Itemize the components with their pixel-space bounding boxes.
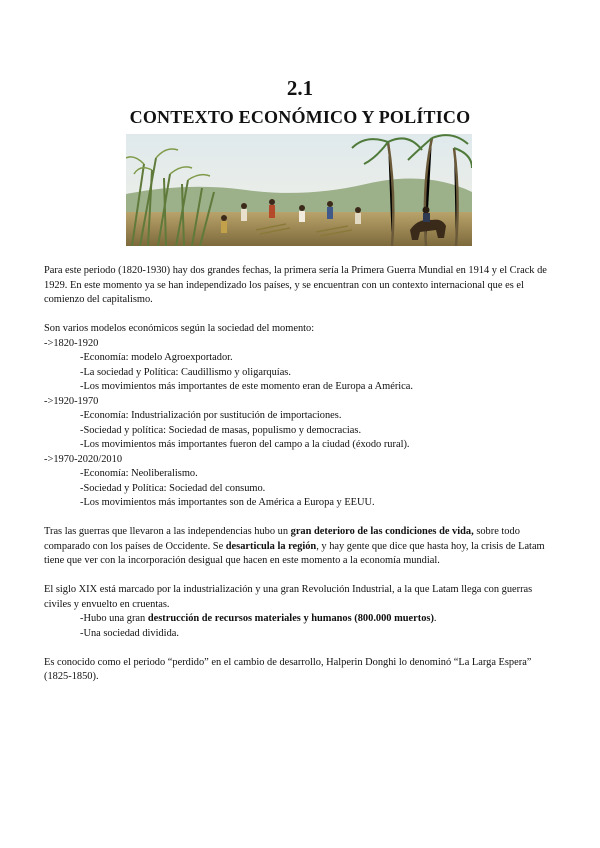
models-lead: Son varios modelos económicos según la sociedad del momento:	[44, 323, 315, 334]
wars-text-3: , y hay gente que dice que hasta hoy, la crisis de Latam tiene que ver con la incorporación desigual que hacen en este momento a la economía mundial.	[44, 540, 545, 566]
xix-item-1-end: .	[433, 613, 437, 624]
period-item: -Los movimientos más importantes son de América a Europa y EEUU.	[80, 497, 375, 508]
period-item: -Economía: Neoliberalismo.	[80, 468, 198, 479]
period-label: ->1920-1970	[44, 395, 99, 407]
period-item: -Los movimientos más importantes fueron del campo a la ciudad (éxodo rural).	[80, 439, 410, 450]
period-item: -Economía: modelo Agroexportador.	[80, 352, 233, 363]
xix-item-2: -Una sociedad dividida.	[80, 627, 179, 639]
period-item: -Sociedad y política: Sociedad de masas, populismo y democracias.	[80, 424, 362, 436]
closing-paragraph: Es conocido como el periodo “perdido” en el cambio de desarrollo, Halperin Donghi lo denominó “La Larga Espera” (1825-1850).	[44, 656, 532, 682]
xix-item-1-bold: destrucción de recursos materiales y humanos	[147, 613, 352, 624]
section-number: 2.1	[286, 76, 314, 100]
intro-paragraph: Para este periodo (1820-1930) hay dos grandes fechas, la primera sería la Primera Guerra Mundial en 1914 y el Crack de 1929. En este momento ya se han independizado los países, y se encuentran con un contexto internacional que es el comienzo del capitalismo.	[44, 265, 547, 305]
section-title: CONTEXTO ECONÓMICO Y POLÍTICO	[129, 107, 471, 127]
period-label: ->1970-2020/2010	[44, 453, 123, 465]
period-item: -Los movimientos más importantes de este momento eran de Europa a América.	[80, 381, 413, 392]
period-label: ->1820-1920	[44, 337, 99, 349]
period-item: -La sociedad y Política: Caudillismo y oligarquías.	[80, 366, 291, 378]
xix-item-1-pre: -Hubo una gran	[80, 613, 148, 624]
xix-paragraph: El siglo XIX está marcado por la industrialización y una gran Revolución Industrial, a la que Latam llega con guerras civiles y envuelto en cruentas.	[44, 584, 533, 610]
wars-text-1: Tras las guerras que llevaron a las independencias hubo un	[44, 526, 291, 537]
wars-text-2: sobre todo comparado con los países de Occidente. Se	[44, 526, 520, 552]
xix-item-1	[44, 612, 558, 627]
period-item: -Sociedad y Política: Sociedad del consumo.	[80, 482, 266, 494]
wars-bold-1: gran deterioro de las condiciones de vida,	[290, 526, 474, 537]
wars-paragraph	[44, 525, 558, 569]
xix-item-1-post-bold: (800.000 muertos)	[351, 613, 434, 624]
period-item: -Economía: Industrialización por sustitución de importaciones.	[80, 410, 342, 421]
plantation-harvest-illustration	[126, 134, 472, 246]
document-body	[44, 264, 558, 685]
wars-bold-2: desarticula la región	[225, 540, 317, 552]
